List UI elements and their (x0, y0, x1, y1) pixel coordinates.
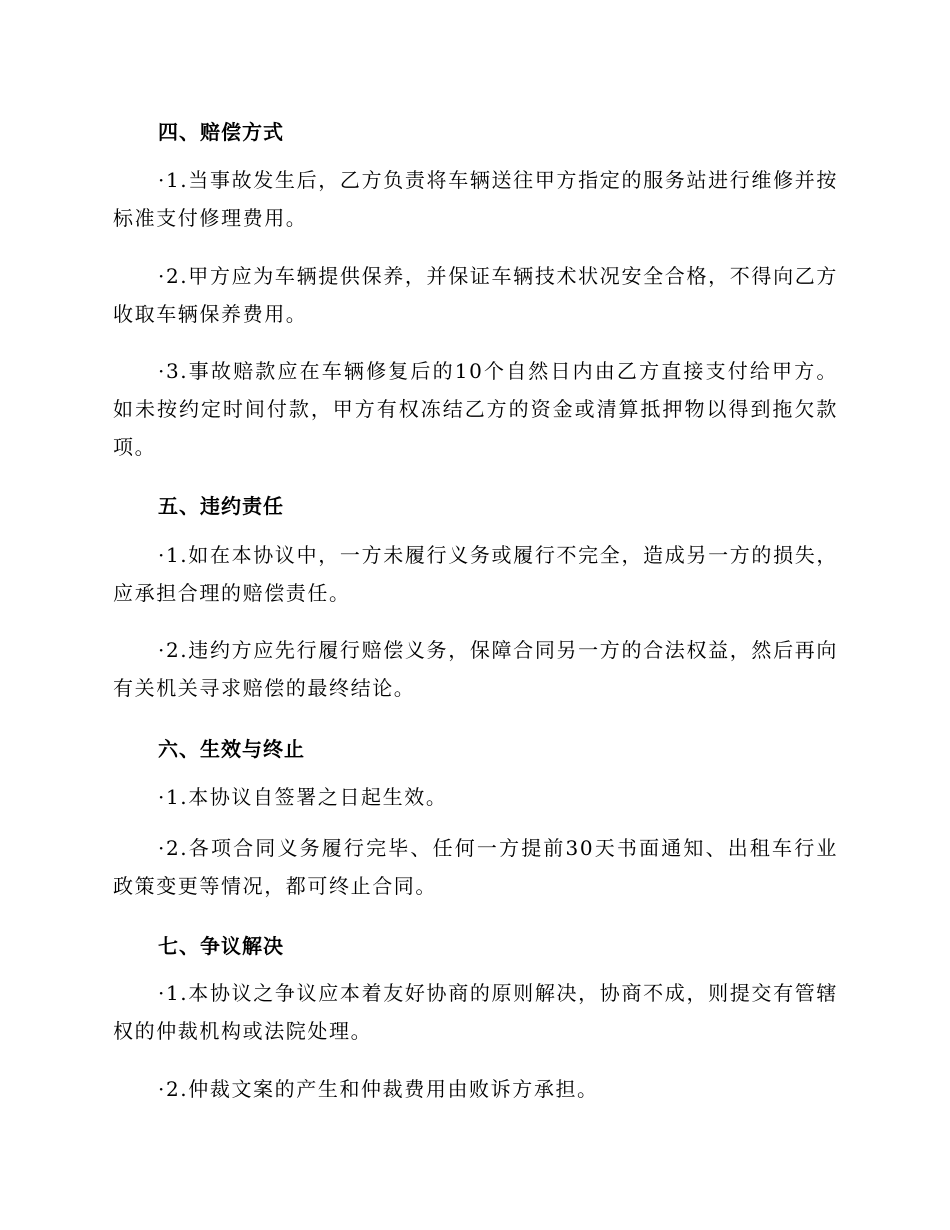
clause-breach-2: ·2.违约方应先行履行赔偿义务，保障合同另一方的合法权益，然后再向有关机关寻求赔偿的最终结论。 (113, 638, 838, 700)
section-heading-dispute: 七、争议解决 (158, 934, 284, 958)
section-heading-effect-termination: 六、生效与终止 (158, 737, 305, 761)
clause-effect-1: ·1.本协议自签署之日起生效。 (158, 785, 448, 809)
section-heading-compensation: 四、赔偿方式 (158, 120, 284, 144)
clause-dispute-2: ·2.仲裁文案的产生和仲裁费用由败诉方承担。 (158, 1077, 599, 1101)
clause-breach-1: ·1.如在本协议中，一方未履行义务或履行不完全，造成另一方的损失，应承担合理的赔偿责任。 (113, 543, 838, 605)
section-heading-breach: 五、违约责任 (158, 494, 284, 518)
clause-compensation-2: ·2.甲方应为车辆提供保养，并保证车辆技术状况安全合格，不得向乙方收取车辆保养费用。 (113, 264, 838, 326)
clause-compensation-3: ·3.事故赔款应在车辆修复后的10个自然日内由乙方直接支付给甲方。如未按约定时间付款，甲方有权冻结乙方的资金或清算抵押物以得到拖欠款项。 (113, 359, 838, 459)
clause-dispute-1: ·1.本协议之争议应本着友好协商的原则解决，协商不成，则提交有管辖权的仲裁机构或法院处理。 (113, 981, 838, 1043)
clause-effect-2: ·2.各项合同义务履行完毕、任何一方提前30天书面通知、出租车行业政策变更等情况，都可终止合同。 (113, 836, 838, 898)
clause-compensation-1: ·1.当事故发生后，乙方负责将车辆送往甲方指定的服务站进行维修并按标准支付修理费用。 (113, 168, 838, 230)
